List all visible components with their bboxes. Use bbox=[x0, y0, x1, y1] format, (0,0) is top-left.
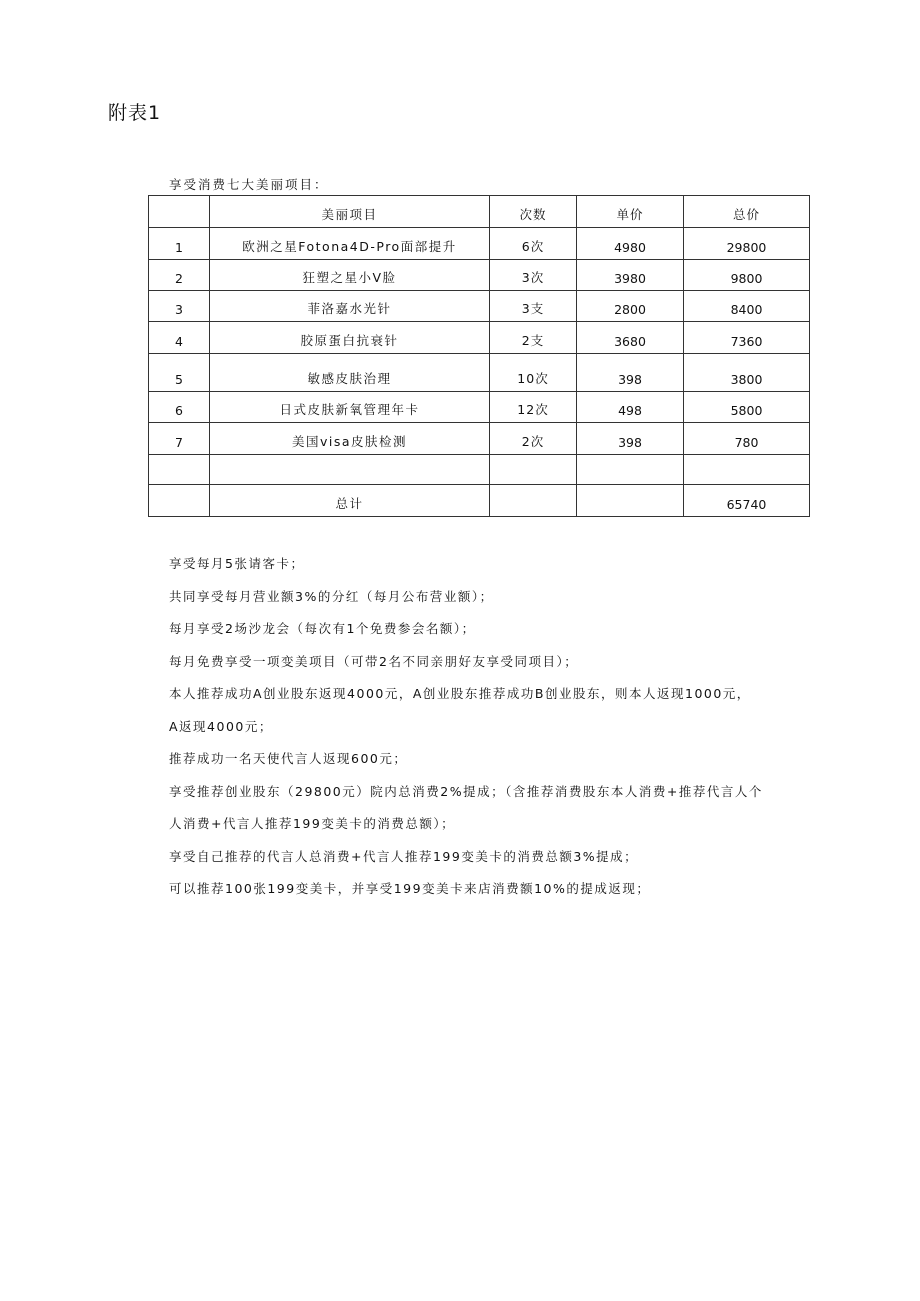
row-total-price: 5800 bbox=[684, 392, 810, 423]
row-index: 1 bbox=[149, 228, 210, 260]
note-line: 人消费+代言人推荐199变美卡的消费总额）； bbox=[169, 816, 456, 831]
benefits-notes bbox=[169, 553, 829, 911]
note-line: 每月享受2场沙龙会（每次有1个免费参会名额）； bbox=[169, 621, 476, 636]
page-heading: 附表1 bbox=[108, 102, 162, 124]
row-item-name: 胶原蛋白抗衰针 bbox=[210, 322, 490, 354]
note-line: 共同享受每月营业额3%的分红（每月公布营业额）； bbox=[169, 588, 494, 604]
row-total-price: 8400 bbox=[684, 291, 810, 322]
row-item-name: 日式皮肤新氧管理年卡 bbox=[210, 392, 490, 423]
table-row bbox=[149, 291, 810, 322]
header-unit-price: 单价 bbox=[577, 196, 684, 228]
row-count: 3次 bbox=[490, 260, 577, 291]
row-unit-price: 3680 bbox=[577, 322, 684, 354]
header-total-price: 总价 bbox=[684, 196, 810, 228]
table-summary-row bbox=[149, 485, 810, 517]
table-row bbox=[149, 322, 810, 354]
row-total-price: 9800 bbox=[684, 260, 810, 291]
summary-total-price: 65740 bbox=[684, 485, 810, 517]
row-unit-price: 3980 bbox=[577, 260, 684, 291]
row-index: 3 bbox=[149, 291, 210, 322]
row-index: 5 bbox=[149, 354, 210, 392]
row-count: 2次 bbox=[490, 423, 577, 455]
table-row bbox=[149, 228, 810, 260]
beauty-items-table bbox=[148, 195, 810, 517]
table-row bbox=[149, 260, 810, 291]
row-total-price: 780 bbox=[684, 423, 810, 455]
note-line: 享受推荐创业股东（29800元）院内总消费2%提成；（含推荐消费股东本人消费+推荐代言人个 bbox=[169, 783, 763, 799]
row-count: 3支 bbox=[490, 291, 577, 322]
note-line: 可以推荐100张199变美卡，并享受199变美卡来店消费额10%的提成返现； bbox=[169, 881, 651, 896]
summary-label: 总计 bbox=[210, 485, 490, 517]
table-caption: 享受消费七大美丽项目： bbox=[169, 177, 329, 192]
note-line: 享受每月5张请客卡； bbox=[169, 556, 305, 571]
row-unit-price: 398 bbox=[577, 423, 684, 455]
table-row bbox=[149, 392, 810, 423]
row-index bbox=[149, 455, 210, 485]
row-total-price: 29800 bbox=[684, 228, 810, 260]
row-index: 4 bbox=[149, 322, 210, 354]
row-count: 6次 bbox=[490, 228, 577, 260]
row-total-price bbox=[684, 455, 810, 485]
row-unit-price bbox=[577, 455, 684, 485]
note-line: 享受自己推荐的代言人总消费+代言人推荐199变美卡的消费总额3%提成； bbox=[169, 848, 639, 864]
row-item-name: 美国visa皮肤检测 bbox=[210, 423, 490, 455]
row-item-name: 狂塑之星小V脸 bbox=[210, 260, 490, 291]
row-item-name: 菲洛嘉水光针 bbox=[210, 291, 490, 322]
header-item-name: 美丽项目 bbox=[210, 196, 490, 228]
row-count: 2支 bbox=[490, 322, 577, 354]
summary-unit-price bbox=[577, 485, 684, 517]
row-unit-price: 4980 bbox=[577, 228, 684, 260]
header-index bbox=[149, 196, 210, 228]
row-count bbox=[490, 455, 577, 485]
table-header-row bbox=[149, 196, 810, 228]
note-line: 每月免费享受一项变美项目（可带2名不同亲朋好友享受同项目）； bbox=[169, 653, 579, 669]
row-index: 2 bbox=[149, 260, 210, 291]
row-item-name: 敏感皮肤治理 bbox=[210, 354, 490, 392]
summary-index bbox=[149, 485, 210, 517]
header-count: 次数 bbox=[490, 196, 577, 228]
row-item-name bbox=[210, 455, 490, 485]
row-unit-price: 498 bbox=[577, 392, 684, 423]
row-item-name: 欧洲之星Fotona4D-Pro面部提升 bbox=[210, 228, 490, 260]
note-line: A返现4000元； bbox=[169, 718, 273, 734]
row-total-price: 3800 bbox=[684, 354, 810, 392]
row-unit-price: 398 bbox=[577, 354, 684, 392]
summary-count bbox=[490, 485, 577, 517]
row-total-price: 7360 bbox=[684, 322, 810, 354]
table-row-empty bbox=[149, 455, 810, 485]
note-line: 推荐成功一名天使代言人返现600元； bbox=[169, 751, 408, 766]
row-count: 10次 bbox=[490, 354, 577, 392]
row-unit-price: 2800 bbox=[577, 291, 684, 322]
row-count: 12次 bbox=[490, 392, 577, 423]
table-row bbox=[149, 354, 810, 392]
table-row bbox=[149, 423, 810, 455]
row-index: 6 bbox=[149, 392, 210, 423]
note-line: 本人推荐成功A创业股东返现4000元，A创业股东推荐成功B创业股东，则本人返现1000元， bbox=[169, 686, 751, 701]
row-index: 7 bbox=[149, 423, 210, 455]
